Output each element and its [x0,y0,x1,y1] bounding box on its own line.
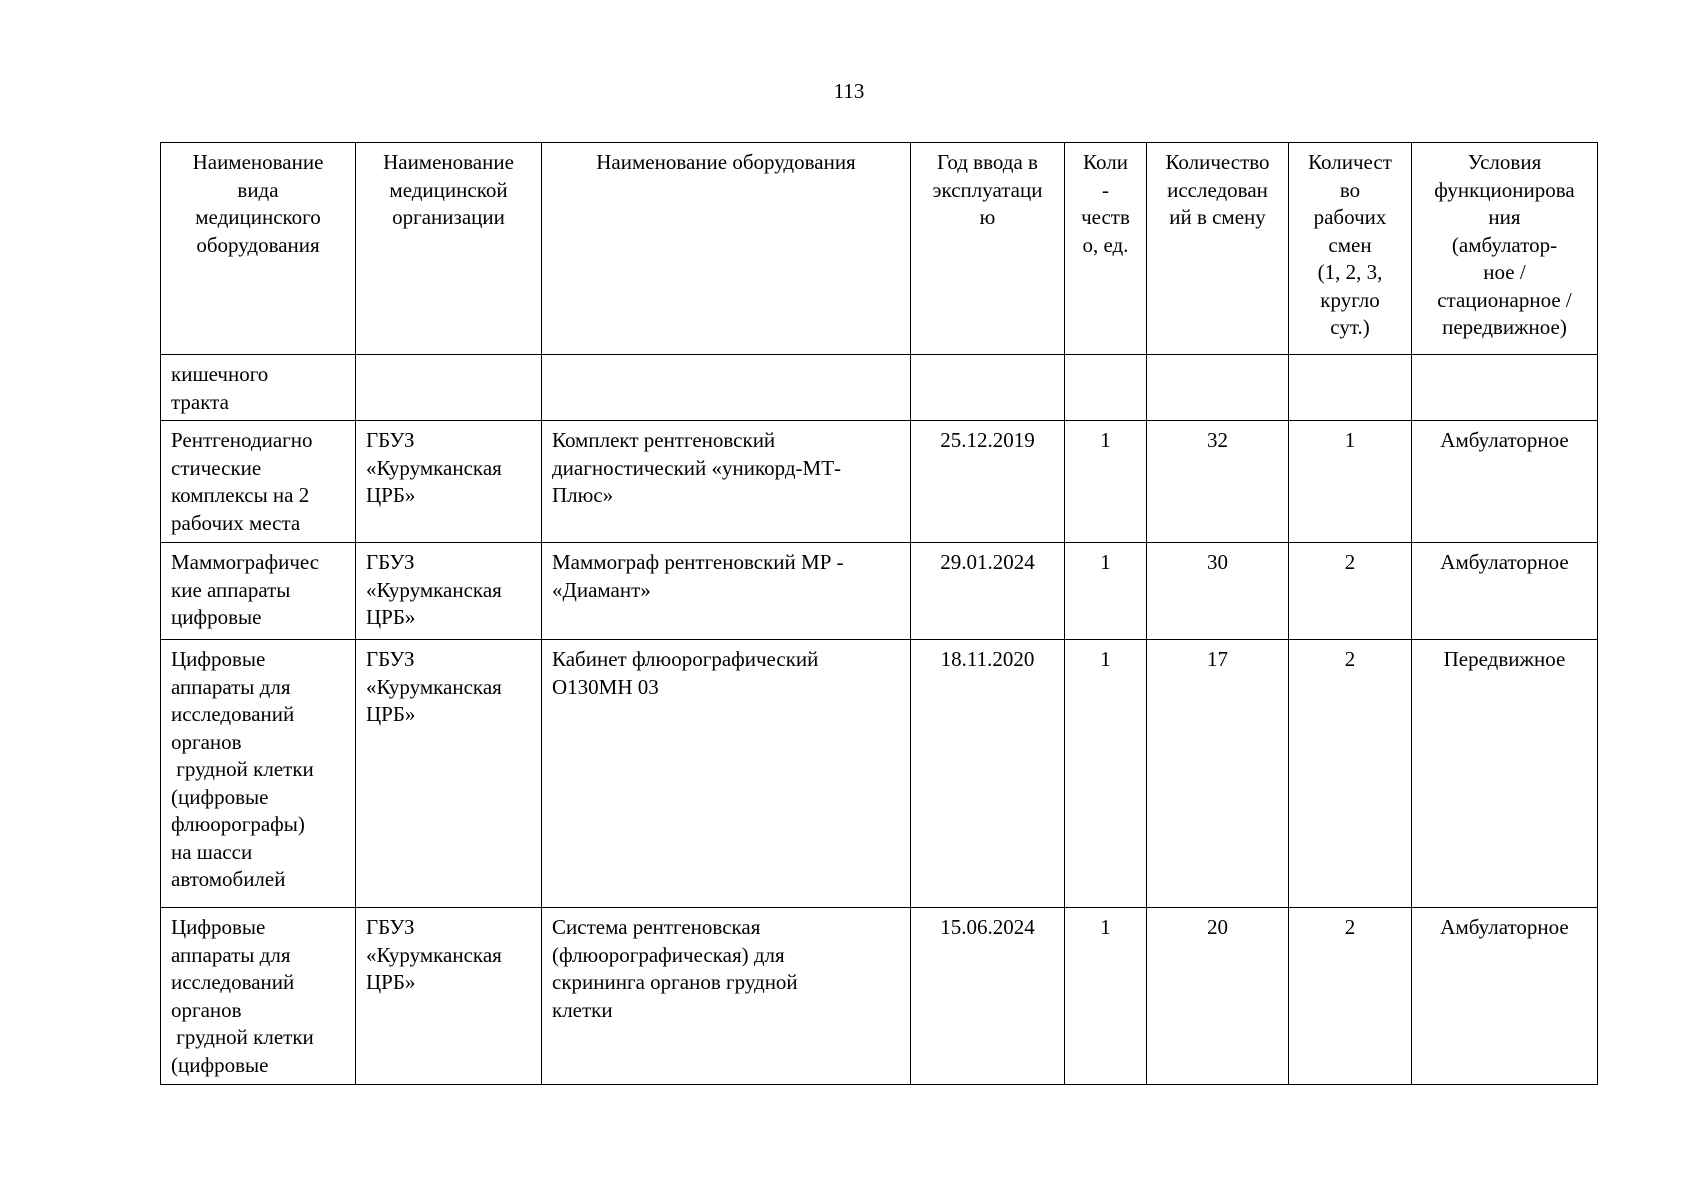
text-line: - [1102,177,1109,202]
text-line: О130МН 03 [552,674,659,699]
text-line: ЦРБ» [366,702,416,726]
header-commission-year [911,143,1065,355]
cell-studies-per-shift: 30 [1147,543,1289,640]
cell-operating-conditions: Амбулаторное [1412,421,1598,543]
text-line: исследован [1167,177,1268,202]
table-header-row [161,143,1598,355]
text-line: «Курумканская [366,942,502,967]
text-line: цифровые [171,605,262,629]
text-line: исследований [171,970,295,994]
text-line: ния [1488,205,1521,229]
text-line: медицинской [389,177,508,202]
text-line: организации [392,205,505,229]
cell-equipment-type [161,640,356,908]
table-row [161,908,1598,1085]
text-line: Количест [1308,150,1392,174]
text-line: аппараты для [171,942,291,967]
text-line: Маммограф рентгеновский МР - [552,550,844,574]
text-line: «Курумканская [366,674,502,699]
text-line: вида [237,177,279,202]
cell-studies-per-shift: 32 [1147,421,1289,543]
cell-organization [356,908,542,1085]
text-line: диагностический «уникорд-МТ- [552,455,842,480]
text-line: передвижное) [1442,315,1567,339]
text-line: «Курумканская [366,577,502,602]
text-line: «Курумканская [366,455,502,480]
cell-quantity: 1 [1065,543,1147,640]
cell-equipment-name [542,640,911,908]
cell-quantity: 1 [1065,908,1147,1085]
text-line: (амбулатор- [1451,232,1558,257]
text-line: автомобилей [171,867,286,891]
cell-work-shifts: 2 [1289,908,1412,1085]
text-line: рабочих места [171,510,301,535]
text-line: ГБУЗ [366,647,415,671]
text-line: «Диамант» [552,577,651,602]
cell-equipment-type [161,421,356,543]
cell-equipment-name [542,421,911,543]
text-line: (1, 2, 3, [1317,260,1383,284]
text-line: Наименование [383,150,514,174]
cell-work-shifts: 2 [1289,640,1412,908]
text-line: ГБУЗ [366,915,415,939]
cell-organization [356,421,542,543]
text-line: стические [171,455,262,480]
text-line: ное / [1483,260,1526,284]
text-line: Год ввода в [937,150,1038,174]
cell-commission-year [911,355,1065,421]
cell-equipment-name [542,543,911,640]
cell-organization [356,355,542,421]
text-line: честв [1081,205,1130,229]
header-studies-per-shift [1147,143,1289,355]
text-line: Наименование оборудования [596,150,856,174]
cell-commission-year: 18.11.2020 [911,640,1065,908]
cell-studies-per-shift: 20 [1147,908,1289,1085]
text-line: ЦРБ» [366,605,416,629]
cell-work-shifts: 1 [1289,421,1412,543]
text-line: грудной клетки [171,757,314,781]
text-line: кругло [1320,287,1380,312]
table-row [161,640,1598,908]
cell-equipment-type [161,543,356,640]
text-line: Цифровые [171,915,266,939]
text-line: Коли [1083,150,1128,174]
cell-organization [356,640,542,908]
text-line: Наименование [192,150,324,174]
text-line: ГБУЗ [366,428,415,452]
text-line: органов [171,729,242,754]
text-line: аппараты для [171,674,291,699]
cell-organization [356,543,542,640]
header-equipment-type [161,143,356,355]
text-line: Рентгенодиагно [171,428,313,452]
text-line: медицинского [195,205,321,229]
cell-quantity: 1 [1065,640,1147,908]
header-organization [356,143,542,355]
text-line: ЦРБ» [366,483,416,507]
cell-studies-per-shift: 17 [1147,640,1289,908]
text-line: сут.) [1330,315,1370,339]
cell-equipment-type [161,908,356,1085]
text-line: Комплект рентгеновский [552,428,776,452]
text-line: кие аппараты [171,577,291,602]
text-line: (цифровые [171,1052,269,1077]
text-line: (цифровые [171,784,269,809]
text-line: ГБУЗ [366,550,415,574]
cell-operating-conditions: Амбулаторное [1412,543,1598,640]
text-line: исследований [171,702,295,726]
text-line: во [1339,177,1361,202]
text-line: скрининга органов грудной [552,970,798,994]
header-operating-conditions [1412,143,1598,355]
text-line: Кабинет флюорографический [552,647,819,671]
text-line: (флюорографическая) для [552,942,785,967]
cell-operating-conditions: Передвижное [1412,640,1598,908]
cell-commission-year: 25.12.2019 [911,421,1065,543]
text-line: Цифровые [171,647,266,671]
text-line: функционирова [1434,177,1575,202]
text-line: Плюс» [552,483,614,507]
text-line: эксплуатаци [932,177,1043,202]
text-line: грудной клетки [171,1025,314,1049]
text-line: Маммографичес [171,550,320,574]
text-line: на шасси [171,839,253,864]
table-row [161,421,1598,543]
page-number: 113 [833,79,865,103]
header-quantity [1065,143,1147,355]
text-line: органов [171,997,242,1022]
cell-equipment-name [542,908,911,1085]
cell-equipment-name [542,355,911,421]
header-equipment-name [542,143,911,355]
text-line: ю [979,205,996,229]
text-line: ЦРБ» [366,970,416,994]
text-line: Количество [1165,150,1270,174]
header-work-shifts [1289,143,1412,355]
cell-studies-per-shift [1147,355,1289,421]
text-line: рабочих [1313,205,1387,229]
text-line: тракта [171,389,229,414]
text-line: ий в смену [1169,205,1266,229]
cell-commission-year: 29.01.2024 [911,543,1065,640]
text-line: клетки [552,997,613,1022]
cell-commission-year: 15.06.2024 [911,908,1065,1085]
text-line: оборудования [196,232,320,257]
cell-quantity: 1 [1065,421,1147,543]
text-line: Условия [1467,150,1542,174]
cell-operating-conditions [1412,355,1598,421]
text-line: стационарное / [1437,287,1572,312]
cell-quantity [1065,355,1147,421]
cell-work-shifts [1289,355,1412,421]
text-line: Система рентгеновская [552,915,761,939]
text-line: флюорографы) [171,812,305,836]
cell-work-shifts: 2 [1289,543,1412,640]
text-line: кишечного [171,362,269,386]
table-row [161,543,1598,640]
cell-operating-conditions: Амбулаторное [1412,908,1598,1085]
text-line: комплексы на 2 [171,483,310,507]
text-line: о, ед. [1082,232,1129,257]
table-row [161,355,1598,421]
cell-equipment-type [161,355,356,421]
equipment-table [160,142,1598,1085]
text-line: смен [1328,232,1372,257]
